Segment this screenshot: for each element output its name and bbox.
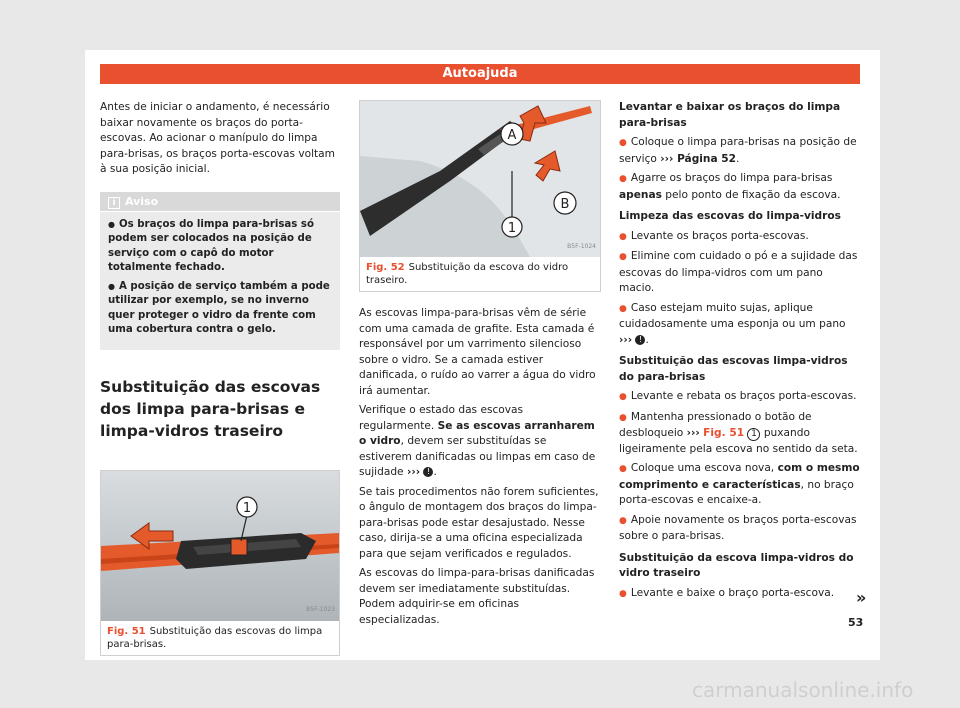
paragraph: As escovas limpa-para-brisas vêm de série com uma camada de grafite. Esta camada é responsável por um varrimento silencioso sobre o vidro. Se a camada estiver danificada, o ruído ao varrer a água do vidro irá aumentar.: [359, 307, 596, 397]
paragraph: Verifique o estado das escovas regularmente. Se as escovas arranharem o vidro, devem ser substituídas se estiverem danificadas ou limpas em caso de sujidade ››› ! .: [359, 404, 596, 478]
figure-51-caption: [101, 621, 339, 655]
figure-51: [100, 470, 340, 656]
page-number: 53: [848, 616, 864, 629]
paragraph-text: , devem ser substituídas se estiverem danificadas ou limpas em caso de sujidade: [359, 435, 596, 478]
figure-caption-text: Substituição das escovas do limpa para-brisas.: [107, 625, 323, 650]
list-item-text: Mantenha pressionado o botão de desbloqueio: [619, 410, 812, 439]
subheading: Limpeza das escovas do limpa-vidros: [619, 210, 841, 222]
wiper-blade-illustration: [101, 471, 339, 621]
list-item-bold: com o mesmo comprimento e características: [619, 462, 860, 491]
list-item-text: Caso estejam muito sujas, aplique cuidadosamente uma esponja ou um pano: [619, 301, 846, 330]
figure-label: Fig. 52: [366, 262, 405, 273]
note-title: Aviso: [125, 194, 159, 208]
warning-icon: !: [635, 335, 645, 345]
subheading: Substituição da escova limpa-vidros do vidro traseiro: [619, 551, 854, 579]
figure-52-image: [360, 101, 600, 257]
section-title: Substituição das escovas dos limpa para-brisas e limpa-vidros traseiro: [100, 377, 321, 440]
number-badge: 1: [747, 428, 760, 441]
list-item-text: puxando ligeiramente pela escova no sentido da seta.: [619, 427, 858, 455]
callout-b: B: [560, 197, 570, 212]
list-item-bold: apenas: [619, 188, 662, 201]
intro-text: Antes de iniciar o andamento, é necessário baixar novamente os braços do porta-escovas. Ao acionar o manípulo do limpa para-brisas, os braços porta-escovas voltam à sua posição inicial.: [100, 101, 335, 175]
figure-52-caption: [360, 257, 600, 291]
reference-arrows[interactable]: ›››: [686, 427, 700, 439]
note-item: ● Os braços do limpa para-brisas só podem ser colocados na posição de serviço com o capô do motor totalmente fechado.: [108, 218, 332, 276]
list-item: ● Levante e baixe o braço porta-escova.: [619, 586, 861, 603]
list-item: ● Elimine com cuidado o pó e a sujidade das escovas do limpa-vidros com um pano macio.: [619, 249, 861, 297]
callout-a: A: [507, 128, 517, 143]
list-item: ● Caso estejam muito sujas, aplique cuidadosamente uma esponja ou um pano ››› ! .: [619, 301, 861, 349]
paragraph-text: Verifique o estado das escovas regularmente.: [359, 404, 524, 432]
rear-wiper-illustration: [360, 101, 600, 257]
list-item: ● Levante e rebata os braços porta-escovas.: [619, 389, 861, 406]
callout-1b: 1: [507, 221, 517, 236]
continue-marker: »: [856, 588, 867, 607]
page-reference-link[interactable]: ››› Página 52: [660, 152, 737, 165]
note-box: [100, 192, 340, 350]
figure-52: [359, 100, 601, 292]
watermark: carmanualsonline.info: [692, 678, 914, 702]
figure-caption-text: Substituição da escova do vidro traseiro.: [366, 262, 569, 286]
reference-arrows[interactable]: ›››: [619, 333, 633, 346]
list-item: ● Levante os braços porta-escovas.: [619, 229, 861, 246]
list-item-text: Coloque uma escova nova,: [630, 462, 775, 474]
figure-label: Fig. 51: [107, 625, 146, 637]
paragraph: As escovas do limpa-para-brisas danificadas devem ser imediatamente substituídas. Podem adquirir-se em oficinas especializadas.: [359, 567, 595, 626]
figure-code: B5F-1023: [306, 606, 335, 613]
paragraph-bold: Se as escovas arranharem o vidro: [359, 419, 595, 447]
subheading: Levantar e baixar os braços do limpa para-brisas: [619, 101, 841, 129]
list-item: ● Coloque o limpa para-brisas na posição de serviço ››› Página 52.: [619, 135, 861, 167]
warning-icon: !: [423, 467, 433, 477]
paragraph: Se tais procedimentos não forem suficientes, o ângulo de montagem dos braços do limpa-para-brisas pode estar desajustado. Nesse caso, dirija-se a uma oficina especializada para que sejam verificados e regulados.: [359, 485, 599, 560]
column-1: [100, 100, 340, 656]
list-item: [619, 410, 861, 458]
figure-51-image: [101, 471, 339, 621]
list-item-text: pelo ponto de fixação da escova.: [665, 188, 841, 201]
page-header: Autoajuda: [100, 64, 860, 84]
list-item-text: , no braço porta-escovas e encaixe-a.: [619, 478, 854, 506]
column-3: [619, 100, 861, 606]
subheading: Substituição das escovas limpa-vidros do para-brisas: [619, 355, 848, 383]
info-icon: i: [108, 197, 120, 209]
list-item: [619, 461, 861, 509]
column-2: [359, 100, 601, 632]
note-header: [100, 192, 340, 212]
note-item: ● A posição de serviço também a pode utilizar por exemplo, se no inverno quer proteger o vidro da frente com uma cobertura contra o gelo.: [108, 280, 332, 338]
reference-arrows[interactable]: ›››: [406, 466, 421, 478]
callout-1: 1: [242, 500, 252, 516]
list-item-text: Agarre os braços do limpa para-brisas: [630, 172, 833, 184]
figure-code: B5F-1024: [567, 242, 596, 250]
list-item: [619, 171, 861, 203]
list-item: ● Apoie novamente os braços porta-escovas sobre o para-brisas.: [619, 513, 861, 545]
figure-reference-link[interactable]: Fig. 51: [703, 427, 745, 439]
list-item-text: Coloque o limpa para-brisas na posição de serviço: [619, 136, 857, 165]
